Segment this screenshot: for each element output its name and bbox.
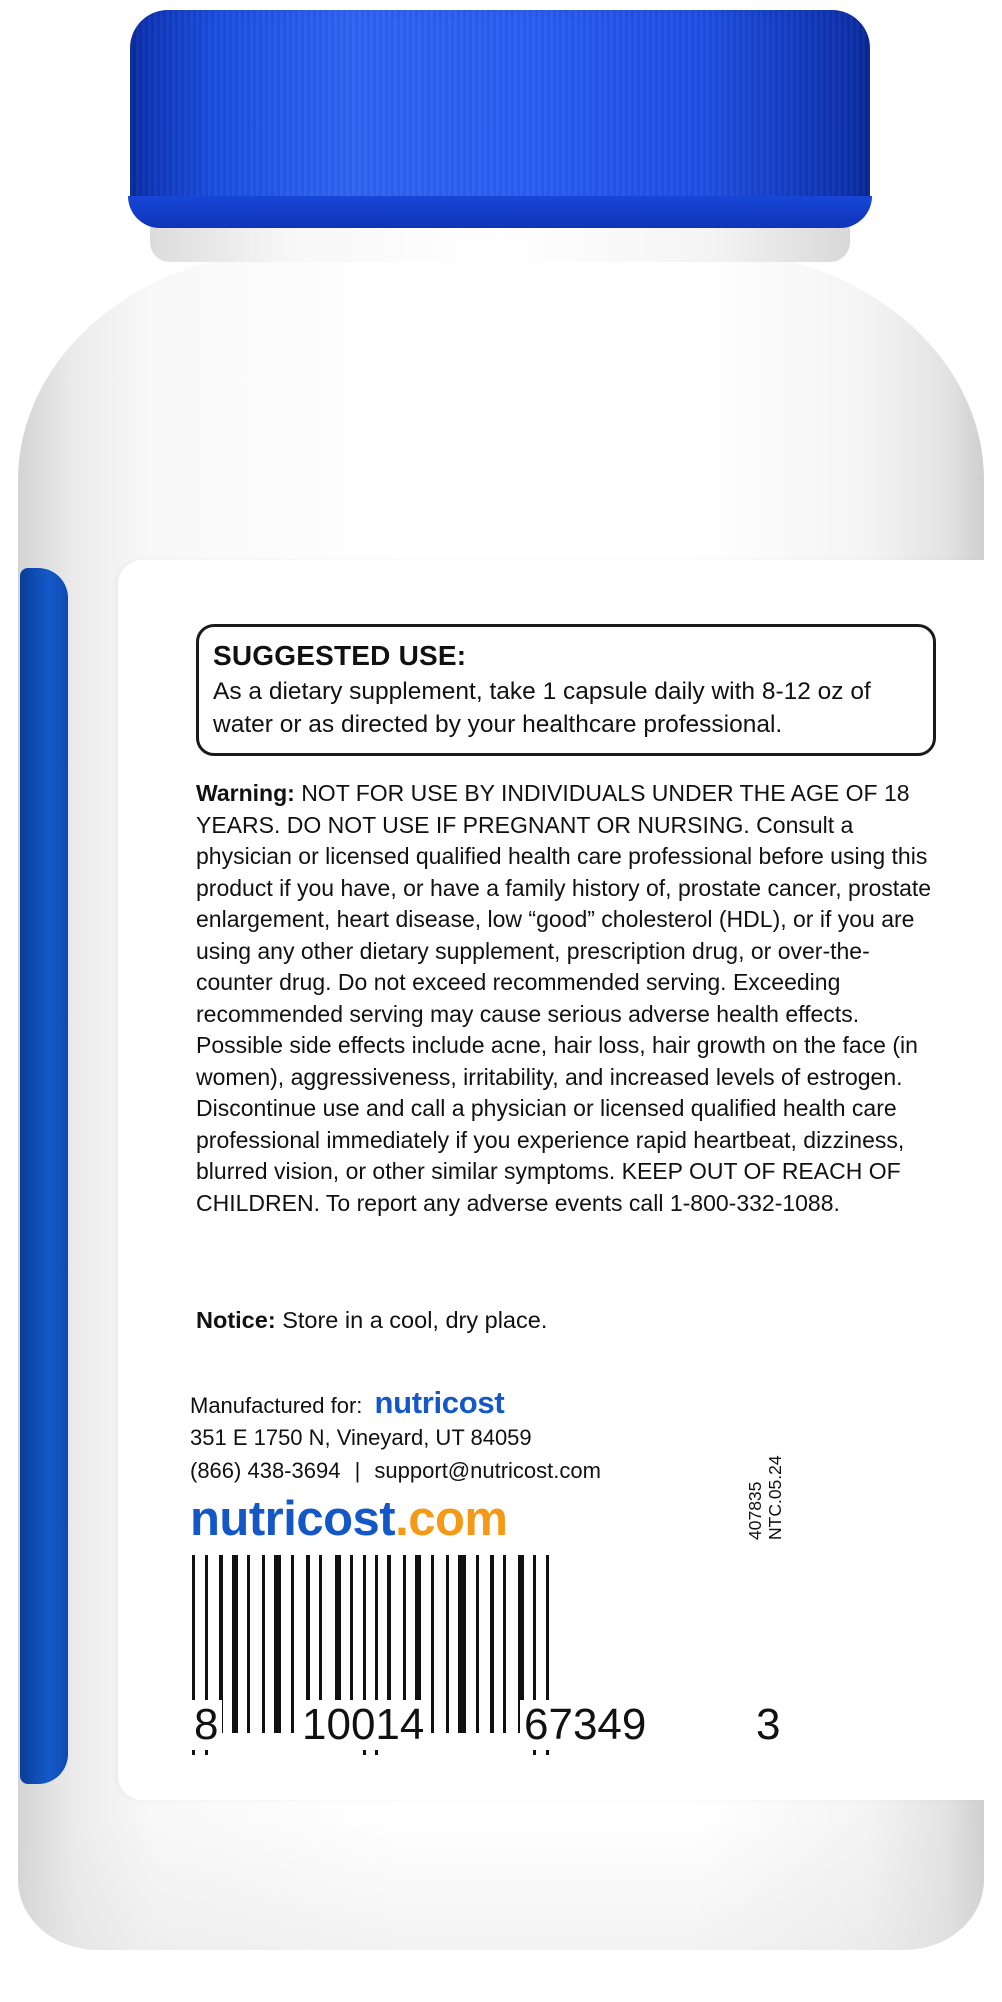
- manufacturer-block: [190, 1385, 750, 1547]
- warning-text: NOT FOR USE BY INDIVIDUALS UNDER THE AGE OF 18 YEARS. DO NOT USE IF PREGNANT OR NURSING. Consult a physician or licensed qualified health care professional before using this product if you have, or have a family history of, prostate cancer, prostate enlargement, heart disease, low “good” cholesterol (HDL), or if you are using any other dietary supplement, prescription drug, or over-the-counter drug. Do not exceed recommended serving. Exceeding recommended serving may cause serious adverse health effects. Possible side effects include acne, hair loss, hair growth on the face (in women), aggressiveness, irritability, and increased levels of estrogen. Discontinue use and call a physician or licensed qualified health care professional immediately if you experience rapid heartbeat, dizziness, blurred vision, or other similar symptoms. KEEP OUT OF REACH OF CHILDREN. To report any adverse events call 1-800-332-1088.: [196, 780, 932, 1216]
- barcode-group-left: 10014: [298, 1700, 428, 1750]
- bottle-base-shade: [18, 1820, 984, 1950]
- suggested-use-box: [196, 624, 936, 756]
- brand-logo-small: nutricost: [374, 1385, 505, 1420]
- lot-code: [745, 1440, 785, 1540]
- notice-paragraph: [196, 1304, 936, 1336]
- manufacturer-address: 351 E 1750 N, Vineyard, UT 84059: [190, 1425, 532, 1450]
- barcode-digit-last: 3: [752, 1700, 784, 1750]
- suggested-use-text: As a dietary supplement, take 1 capsule daily with 8-12 oz of water or as directed by your healthcare professional.: [213, 678, 871, 738]
- website-logo: [190, 1491, 750, 1547]
- notice-text: Store in a cool, dry place.: [282, 1307, 548, 1333]
- manufacturer-contact: [190, 1454, 750, 1487]
- suggested-use-title: SUGGESTED USE:: [213, 640, 467, 671]
- website-tld: .com: [395, 1492, 508, 1546]
- lot-code-date: NTC.05.24: [765, 1455, 785, 1540]
- label-blue-stripe: [20, 568, 68, 1784]
- manufacturer-email: support@nutricost.com: [374, 1458, 601, 1483]
- barcode-digit-first: 8: [190, 1700, 222, 1750]
- warning-label: Warning:: [196, 780, 295, 806]
- website-name: nutricost: [190, 1492, 396, 1546]
- bottle-neck: [150, 222, 850, 262]
- contact-separator: |: [354, 1458, 361, 1483]
- manufacturer-phone: (866) 438-3694: [190, 1458, 341, 1483]
- cap-rim: [128, 196, 872, 228]
- barcode-digits: [190, 1700, 790, 1760]
- cap-ridges: [130, 10, 870, 200]
- barcode-group-right: 67349: [520, 1700, 650, 1750]
- manufactured-for-label: Manufactured for:: [190, 1393, 363, 1418]
- warning-paragraph: [196, 778, 942, 1219]
- notice-label: Notice:: [196, 1307, 276, 1333]
- lot-code-number: 407835: [745, 1481, 765, 1540]
